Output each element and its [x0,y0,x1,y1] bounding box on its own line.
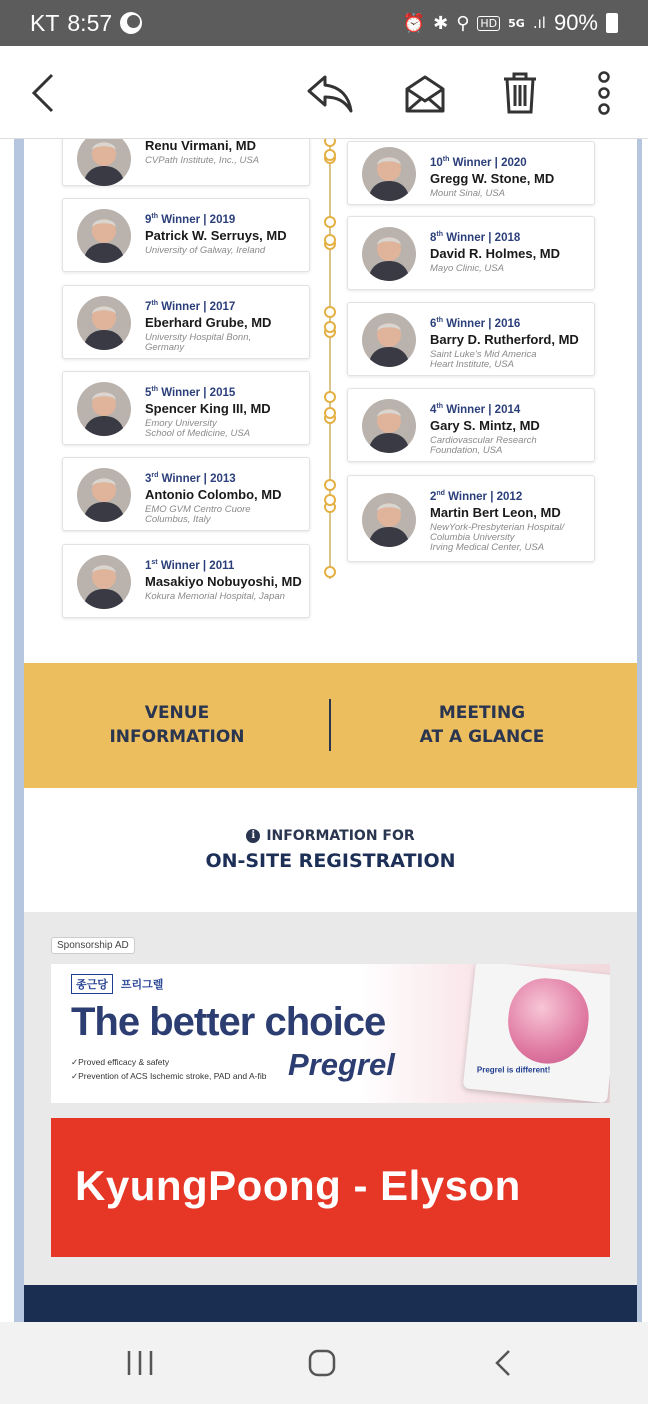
winner-photo [362,399,416,453]
ckd-logo: 종근당 [71,974,113,994]
winner-affiliation: University Hospital Bonn, [145,331,252,343]
location-icon: ⚲ [456,12,470,34]
winner-card [347,141,595,205]
timeline-dot [324,234,336,246]
winner-photo [362,313,416,367]
sponsor-section [24,912,637,1285]
timeline-dot [324,216,336,228]
winner-affiliation: Columbia University [430,531,515,543]
battery-icon [606,13,618,33]
registration-line-2: ON-SITE REGISTRATION [205,850,456,872]
winner-name: Patrick W. Serruys, MD [145,227,287,243]
winner-affiliation: EMO GVM Centro Cuore [145,503,251,515]
winner-name: Masakiyo Nobuyoshi, MD [145,573,302,589]
winner-card [62,285,310,359]
pregrel-korean-logo: 프리그렐 [120,979,164,991]
meeting-line-2: AT A GLANCE [419,727,545,747]
winner-name: Martin Bert Leon, MD [430,504,561,520]
winner-affiliation: Columbus, Italy [145,513,211,525]
home-icon[interactable] [307,1348,337,1378]
kyungpoong-text: KyungPoong - Elyson [75,1162,521,1209]
winner-rank: 9th Winner | 2019 [145,213,236,226]
winner-photo [77,139,131,186]
time-label: 8:57 [67,9,113,36]
kyungpoong-ad-banner[interactable] [51,1118,610,1257]
winner-affiliation: Emory University [145,417,217,429]
winner-affiliation: Germany [145,341,185,353]
winner-rank: 1st Winner | 2011 [145,559,235,572]
email-body[interactable] [24,139,637,1322]
winner-name: Renu Virmani, MD [145,139,257,153]
timeline-line [329,139,331,579]
winner-affiliation: University of Galway, Ireland [145,244,266,256]
email-body-frame [14,139,642,1322]
ad-bullet-2: ✓Prevention of ACS Ischemic stroke, PAD and A-fib [71,1071,267,1081]
carrier-label: KT [30,9,60,36]
quick-links-band [24,663,637,788]
mark-unread-icon[interactable] [403,71,447,115]
more-icon[interactable] [594,71,614,115]
winner-card [62,544,310,618]
timeline-dot [324,391,336,403]
ad-tagline: Pregrel is different! [476,1065,551,1075]
winner-rank: 10th Winner | 2020 [430,156,527,169]
registration-line-1: INFORMATION FOR [266,828,415,844]
android-nav-bar [0,1322,648,1404]
winner-photo [362,147,416,201]
ad-bullet-1: ✓Proved efficacy & safety [71,1057,170,1067]
back-icon[interactable] [492,1348,514,1378]
venue-line-2: INFORMATION [109,727,245,747]
winner-photo [77,555,131,609]
winner-card [62,371,310,445]
signal-icon: .ıl [532,14,546,32]
winner-name: Eberhard Grube, MD [145,314,272,330]
winner-card [347,475,595,562]
meeting-at-a-glance-link[interactable] [382,701,582,749]
winner-affiliation: Heart Institute, USA [430,358,514,370]
winner-affiliation: Foundation, USA [430,444,503,456]
winner-photo [77,468,131,522]
winner-affiliation: Irving Medical Center, USA [430,541,545,553]
winner-card [62,198,310,272]
winner-name: Gregg W. Stone, MD [430,170,555,186]
bluetooth-icon: ✱ [433,12,449,34]
winner-name: Antonio Colombo, MD [145,486,282,502]
timeline-dot [324,479,336,491]
winner-photo [362,493,416,547]
winner-affiliation: NewYork-Presbyterian Hospital/ [430,521,565,533]
winner-name: David R. Holmes, MD [430,245,561,261]
recent-apps-icon[interactable] [126,1348,154,1378]
winner-card [62,139,310,186]
winner-card [347,388,595,462]
winner-photo [77,296,131,350]
winner-rank: 5th Winner | 2015 [145,386,236,399]
winner-affiliation: Mayo Clinic, USA [430,262,504,274]
winner-card [347,302,595,376]
winner-name: Barry D. Rutherford, MD [430,331,579,347]
timeline-dot [324,407,336,419]
footer-band [24,1285,637,1322]
winner-name: Spencer King III, MD [145,400,271,416]
band-divider [329,699,331,751]
back-chevron-icon[interactable] [28,71,60,115]
timeline-dot [324,149,336,161]
hd-icon: HD [477,16,500,31]
winner-affiliation: Saint Luke's Mid America [430,348,537,360]
winner-card [62,457,310,531]
winner-rank: 7th Winner | 2017 [145,300,236,313]
venue-line-1: VENUE [144,703,210,723]
winner-affiliation: CVPath Institute, Inc., USA [145,155,260,166]
winner-photo [77,209,131,263]
meeting-line-1: MEETING [438,703,526,723]
sponsorship-label: Sponsorship AD [51,937,135,954]
pregrel-brand: Pregrel [288,1047,395,1082]
winner-name: Gary S. Mintz, MD [430,417,540,433]
timeline-dot [324,566,336,578]
onsite-registration-link[interactable] [24,788,637,912]
winner-affiliation: Mount Sinai, USA [430,187,505,199]
battery-label: 90% [553,10,598,35]
winner-affiliation: Cardiovascular Research [430,434,537,446]
winner-photo [362,227,416,281]
reply-icon[interactable] [305,71,355,115]
venue-information-link[interactable] [77,701,277,749]
timeline-dot [324,306,336,318]
timeline-dot [324,321,336,333]
timeline-dot [324,494,336,506]
5g-icon: 5G [508,16,525,30]
heart-blossom-icon [504,975,592,1068]
winner-photo [77,382,131,436]
moon-icon [120,12,142,34]
winner-rank: 8th Winner | 2018 [430,231,521,244]
email-toolbar [0,46,648,139]
winner-rank: 6th Winner | 2016 [430,317,521,330]
status-bar [0,0,648,46]
pregrel-ad-banner[interactable] [51,964,610,1103]
winner-rank: 4th Winner | 2014 [430,403,521,416]
heart-blossom-card [463,964,610,1103]
winner-rank: 2nd Winner | 2012 [430,490,523,503]
timeline-dot [324,139,336,147]
delete-icon[interactable] [500,71,540,115]
winner-affiliation: School of Medicine, USA [145,427,251,439]
alarm-icon: ⏰ [402,12,426,34]
info-icon: i [246,829,260,843]
winner-rank: 3rd Winner | 2013 [145,472,236,485]
winner-affiliation: Kokura Memorial Hospital, Japan [145,590,285,602]
ad-headline: The better choice [71,1000,386,1044]
winner-card [347,216,595,290]
